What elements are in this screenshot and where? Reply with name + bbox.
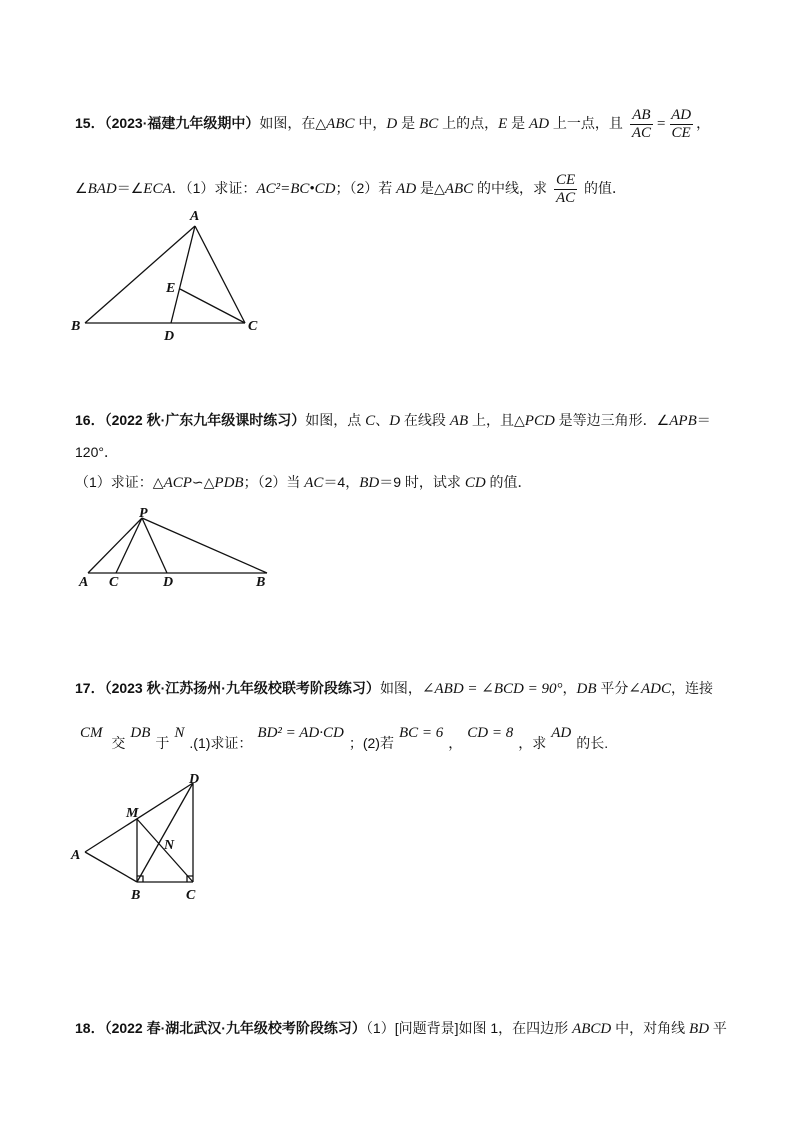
math-expression: BAD — [87, 181, 117, 198]
text-run: 120°． — [75, 444, 118, 460]
fraction — [630, 108, 653, 141]
heading-run: 18． — [75, 1020, 105, 1036]
text-run: 中， — [354, 115, 387, 132]
text-run: （1）[问题背景]如图 1，在四边形 — [365, 1020, 573, 1036]
segment-PB — [142, 518, 267, 573]
text-run: ， — [562, 680, 577, 696]
text-run: .(1)求证： — [189, 735, 253, 751]
math-expression: PDB — [214, 475, 244, 491]
text-run: ∽△ — [191, 474, 215, 490]
vertex-label-M: M — [126, 806, 139, 821]
vertex-label-N: N — [164, 838, 175, 853]
problem-18-line-1 — [75, 1018, 727, 1038]
text-run: ，连接 — [670, 680, 713, 696]
text-run: 平分 — [596, 680, 629, 696]
text-run: 中，对角线 — [611, 1020, 690, 1036]
text-run: 交 — [107, 735, 126, 751]
vertex-label-B: B — [256, 575, 266, 590]
vertex-label-D: D — [164, 329, 175, 344]
problem-17-line-2 — [75, 725, 609, 753]
text-run: 的值． — [580, 180, 627, 197]
fraction — [554, 173, 577, 206]
fraction — [669, 108, 693, 141]
text-run: 于 — [155, 735, 170, 751]
math-expression: E — [498, 116, 508, 133]
text-run: ；（2）当 — [243, 474, 305, 490]
segment-MC — [137, 819, 193, 882]
math-expression: C — [365, 413, 376, 429]
math-expression-raised: AD — [551, 725, 572, 741]
text-run: ，求 — [518, 735, 547, 751]
text-run: 在线段 — [400, 412, 450, 428]
text-run: 的长. — [576, 735, 609, 751]
fraction-numerator: AD — [671, 107, 692, 123]
text-run: ＝4， — [323, 474, 360, 490]
figure-problem-17 — [70, 772, 199, 903]
text-run: （1）求证：△ — [75, 474, 164, 490]
text-run: 如图， — [379, 680, 422, 696]
heading-run: （2022 秋·广东九年级课时练习） — [104, 412, 306, 428]
vertex-label-C: C — [186, 888, 196, 903]
math-expression-raised: BD² = AD·CD — [257, 725, 344, 741]
heading-run: （2023·福建九年级期中） — [104, 115, 260, 132]
math-expression: = — [656, 116, 667, 133]
text-run: 如图，在△ — [259, 115, 327, 132]
segment-AD — [85, 783, 193, 852]
figure-problem-15 — [70, 209, 258, 344]
text-run: ， — [696, 115, 711, 132]
text-run: 上，且△ — [468, 412, 525, 428]
math-expression: ∠ABD = ∠BCD = 90° — [421, 681, 563, 697]
right-angle-mark-B — [137, 876, 143, 882]
segment-AB — [85, 226, 195, 323]
vertex-label-D: D — [163, 575, 174, 590]
vertex-label-A: A — [190, 209, 200, 224]
math-expression-raised: CM — [80, 725, 103, 741]
segment-PA — [88, 518, 142, 573]
vertex-label-A: A — [79, 575, 89, 590]
problem-16-line-3 — [75, 472, 532, 492]
figure-problem-16 — [78, 506, 267, 590]
math-expression: PCD — [524, 413, 555, 429]
math-expression: AC — [304, 475, 324, 491]
text-run: 如图，点 — [305, 412, 366, 428]
vertex-label-B: B — [131, 888, 141, 903]
heading-run: 15． — [75, 115, 105, 132]
text-run: ＝9 时，试求 — [379, 474, 465, 490]
math-expression: DB — [576, 681, 597, 697]
text-run: ；(2)若 — [348, 735, 394, 751]
segment-AC — [195, 226, 245, 323]
right-angle-mark-C — [187, 876, 193, 882]
math-expression: CD — [464, 475, 486, 491]
text-run: ＝∠ — [116, 180, 144, 197]
text-run: ；（2）若 — [335, 180, 397, 197]
math-expression: ECA — [143, 181, 172, 198]
problem-16-line-1 — [75, 410, 711, 430]
text-run: ＝ — [696, 412, 711, 428]
problem-16-line-2 — [75, 442, 118, 462]
vertex-label-C: C — [248, 319, 258, 334]
fraction-denominator: AC — [631, 125, 651, 141]
math-expression: BD — [359, 475, 380, 491]
segment-AD — [171, 226, 195, 323]
fraction-numerator: CE — [555, 172, 576, 188]
text-run: 、 — [375, 412, 390, 428]
math-expression: ABC — [444, 181, 474, 198]
text-run: 是 — [397, 115, 420, 132]
heading-run: （2023 秋·江苏扬州·九年级校联考阶段练习） — [104, 680, 380, 696]
math-expression: AD — [529, 116, 550, 133]
fraction-denominator: CE — [671, 125, 691, 141]
vertex-label-B: B — [71, 319, 81, 334]
segment-AB — [85, 852, 137, 882]
text-run: 是等边三角形．∠ — [554, 412, 670, 428]
text-run: ．（1）求证： — [171, 180, 257, 197]
math-expression: AC²=BC•CD — [256, 181, 336, 198]
text-run: 是△ — [416, 180, 445, 197]
segment-PD — [142, 518, 167, 573]
vertex-label-E: E — [166, 281, 176, 296]
math-expression: ∠ADC — [628, 681, 671, 697]
vertex-label-P: P — [139, 506, 148, 521]
heading-run: （2022 春·湖北武汉·九年级校考阶段练习） — [104, 1020, 366, 1036]
heading-run: 16． — [75, 412, 105, 428]
text-run: ， — [448, 735, 463, 751]
segment-BD — [137, 783, 193, 882]
math-expression: APB — [669, 413, 697, 429]
math-expression: D — [386, 116, 398, 133]
math-expression: D — [389, 413, 401, 429]
math-expression: BC — [419, 116, 439, 133]
vertex-label-D: D — [189, 772, 200, 787]
text-run: 的中线，求 — [473, 180, 551, 197]
math-expression-raised: N — [174, 725, 185, 741]
math-expression: ACP — [163, 475, 192, 491]
text-run: 上的点， — [438, 115, 499, 132]
math-expression-raised: DB — [130, 725, 151, 741]
math-expression: BD — [689, 1021, 710, 1037]
problem-15-line-2 — [75, 172, 627, 206]
segment-PC — [116, 518, 142, 573]
vertex-label-A: A — [71, 848, 81, 863]
heading-run: 17． — [75, 680, 105, 696]
math-expression: AD — [396, 181, 417, 198]
math-expression: ABCD — [572, 1021, 612, 1037]
math-expression: ABC — [326, 116, 355, 133]
fraction-denominator: AC — [555, 190, 576, 206]
text-run: 是 — [507, 115, 530, 132]
text-run: 的值． — [485, 474, 532, 490]
math-expression: AB — [449, 413, 469, 429]
vertex-label-C: C — [109, 575, 119, 590]
problem-17-line-1 — [75, 678, 713, 698]
text-run: 上一点，且 — [549, 115, 627, 132]
text-run: 平 — [709, 1020, 727, 1036]
math-expression-raised: BC = 6 — [398, 725, 444, 741]
text-run: ∠ — [75, 180, 88, 197]
problem-15-line-1 — [75, 107, 711, 141]
fraction-numerator: AB — [632, 107, 651, 123]
math-expression-raised: CD = 8 — [467, 725, 514, 741]
segment-EC — [180, 289, 245, 323]
